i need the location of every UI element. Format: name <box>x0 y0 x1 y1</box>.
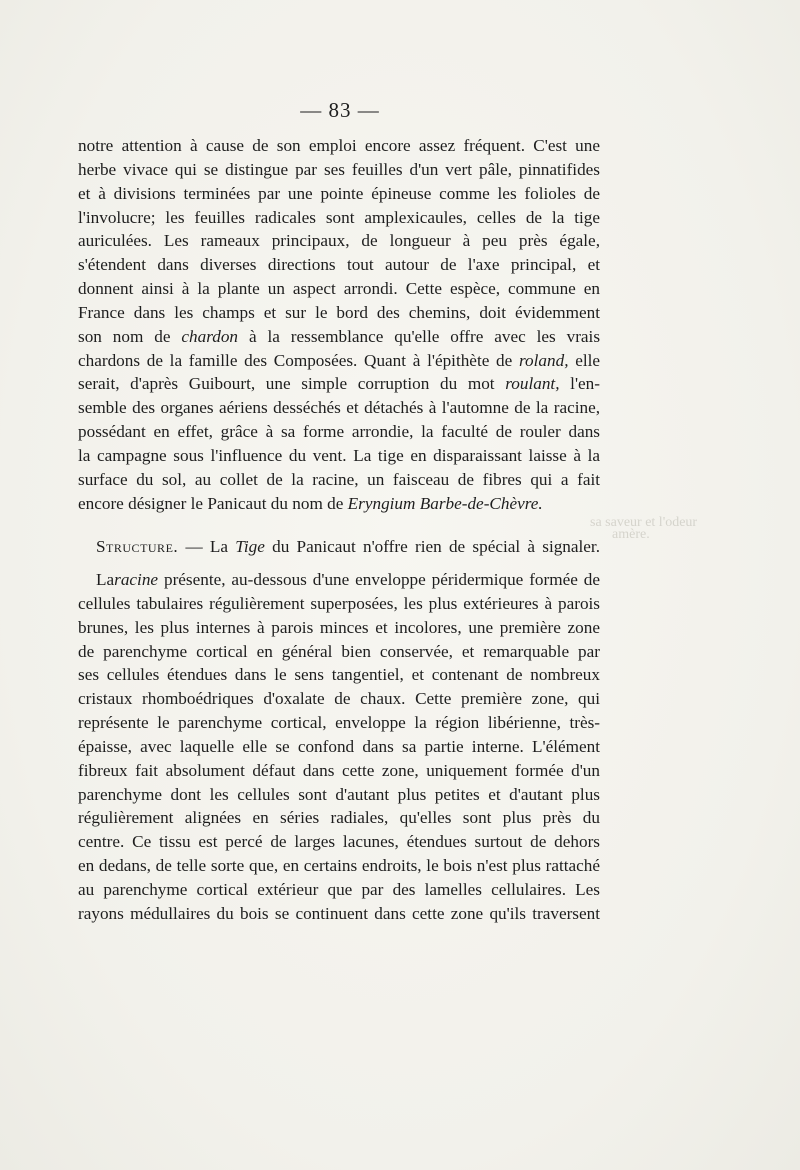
text-line: semble des organes aériens desséchés et détachés à l'automne de la racine, <box>78 398 600 418</box>
text-line: notre attention à cause de son emploi encore assez fréquent. C'est une <box>78 136 600 155</box>
text-line: possédant en effet, grâce à sa forme arrondie, la faculté de rouler dans <box>78 422 600 442</box>
text-line: brunes, les plus internes à parois minces et incolores, une première zone <box>78 617 600 637</box>
text-line: parenchyme dont les cellules sont d'autant plus petites et d'autant plus <box>78 784 600 804</box>
text-line <box>78 535 600 559</box>
text-line: l'involucre; les feuilles radicales sont amplexicaules, celles de la tige <box>78 207 600 227</box>
text-line: en dedans, de telle sorte que, en certains endroits, le bois n'est plus rattaché <box>78 856 600 876</box>
text-line: surface du sol, au collet de la racine, un faisceau de fibres qui a fait <box>78 469 600 489</box>
text-span: du Panicaut n'offre rien de spécial à signaler. <box>272 537 601 556</box>
text-line: de parenchyme cortical en général bien conservée, et remarquable par <box>78 641 600 661</box>
text-line <box>78 568 600 592</box>
text-line: ses cellules étendues dans le sens tangentiel, et contenant de nombreux <box>78 665 600 685</box>
text-line: fibreux fait absolument défaut dans cette zone, uniquement formée d'un <box>78 760 600 780</box>
bleed-through-text: sa saveur et l'odeur <box>590 515 698 530</box>
text-line: rayons médullaires du bois se continuent dans cette zone qu'ils traversent <box>78 903 600 923</box>
text-line: France dans les champs et sur le bord des chemins, doit évidemment <box>78 302 600 322</box>
text-line: herbe vivace qui se distingue par ses feuilles d'un vert pâle, pinnatifides <box>78 159 600 179</box>
text-line: représente le parenchyme cortical, enveloppe la région libérienne, très- <box>78 713 600 733</box>
text-line: auriculées. Les rameaux principaux, de longueur à peu près égale, <box>78 231 600 251</box>
text-line: régulièrement alignées en séries radiales, qu'elles sont plus près du <box>78 808 600 828</box>
text-line: au parenchyme cortical extérieur que par des lamelles cellulaires. Les <box>78 879 600 899</box>
italic-term-roulant: roulant, <box>505 374 560 394</box>
text-line: épaisse, avec laquelle elle se confond dans sa partie interne. L'élément <box>78 736 600 756</box>
text-line: et à divisions terminées par une pointe épineuse comme les folioles de <box>78 183 600 203</box>
text-line: cristaux rhomboédriques d'oxalate de chaux. Cette première zone, qui <box>78 689 600 709</box>
paragraph-eryngium-description <box>78 134 600 516</box>
italic-term-chardon: chardon <box>181 326 239 346</box>
italic-term-racine: racine <box>114 570 159 589</box>
text-span: l'en- <box>570 374 600 394</box>
text-span: à la ressemblance qu'elle offre avec les vrais <box>248 326 601 346</box>
text-span: La <box>96 570 115 589</box>
paragraph-racine <box>78 568 600 926</box>
text-line <box>78 372 600 396</box>
text-line: donnent ainsi à la plante un aspect arrondi. Cette espèce, commune en <box>78 279 600 299</box>
text-span: encore désigner le Panicaut du nom de <box>78 493 344 513</box>
page-number: — 83 — <box>300 98 380 122</box>
text-line: centre. Ce tissu est percé de larges lacunes, étendues surtout de dehors <box>78 832 600 852</box>
text-line <box>78 349 600 373</box>
text-line: s'étendent dans diverses directions tout autour de l'axe principal, et <box>78 255 600 275</box>
italic-term-eryngium: Eryngium Barbe-de-Chèvre. <box>347 493 543 513</box>
text-line <box>78 325 600 349</box>
text-span: chardons de la famille des Composées. Quant à l'épithète de <box>78 350 513 370</box>
section-heading-structure: Structure. <box>96 537 179 556</box>
text-line <box>78 492 600 516</box>
italic-term-tige: Tige <box>235 537 265 556</box>
text-span: — La <box>185 537 229 556</box>
text-span: présente, au-dessous d'une enveloppe péridermique formée de <box>163 570 600 589</box>
text-span: serait, d'après Guibourt, une simple corruption du mot <box>78 374 495 394</box>
text-span: elle <box>575 350 601 370</box>
italic-term-roland: roland, <box>519 350 569 370</box>
text-span: son nom de <box>78 326 171 346</box>
paragraph-structure <box>78 535 600 559</box>
text-line: la campagne sous l'influence du vent. La tige en disparaissant laisse à la <box>78 445 600 465</box>
bleed-through-text: amère. <box>612 527 650 542</box>
text-line: cellules tabulaires régulièrement superposées, les plus extérieures à parois <box>78 593 600 613</box>
